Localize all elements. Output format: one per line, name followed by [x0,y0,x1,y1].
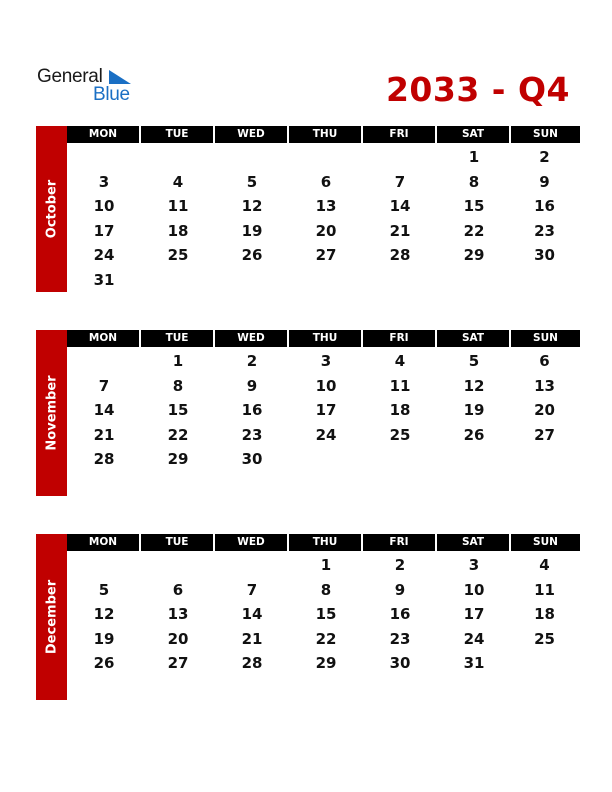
day-cell: 13 [315,197,337,215]
logo [37,66,147,108]
day-cell: 29 [463,246,485,264]
day-cell: 19 [463,401,485,419]
weekday-label: THU [289,126,361,143]
day-cell: 14 [241,605,263,623]
weekday-label: FRI [363,126,435,143]
day-cell: 24 [463,629,485,648]
month-tab [36,534,67,700]
weekday-label: WED [215,126,287,143]
week-row [67,578,578,603]
day-cell: 5 [468,352,480,370]
day-cell [511,651,578,676]
month-block [36,126,578,292]
day-cell: 12 [93,605,115,623]
day-cell [363,268,437,293]
day-cell: 31 [463,654,485,672]
day-cell: 11 [389,376,411,395]
weekday-label: TUE [141,330,213,347]
logo-text-general: General [37,66,103,87]
day-cell: 9 [539,172,550,191]
weekday-label: WED [215,534,287,551]
day-cell: 17 [463,605,485,623]
weekday-label: TUE [141,126,213,143]
day-cell: 19 [93,629,115,648]
day-cell: 26 [93,654,115,672]
day-cell: 14 [389,197,411,215]
day-grid [67,553,578,676]
day-cell: 27 [534,425,555,444]
day-cell: 31 [93,270,115,289]
day-cell: 20 [167,629,189,648]
week-row [67,423,578,448]
day-cell: 4 [394,352,406,370]
day-cell [141,268,215,293]
day-cell: 3 [320,352,332,370]
day-cell: 6 [539,352,550,370]
month-tab [36,330,67,496]
day-cell: 7 [394,172,406,191]
day-cell: 26 [463,425,485,444]
month-block [36,534,578,700]
day-cell: 30 [389,654,411,672]
day-cell: 1 [172,352,184,370]
day-cell: 22 [167,425,189,444]
day-cell: 3 [468,556,480,574]
day-grid [67,145,578,292]
day-cell: 28 [241,654,263,672]
weekday-label: SAT [437,126,509,143]
day-cell: 27 [167,654,189,672]
day-cell: 9 [394,580,406,599]
logo-text-blue: Blue [93,84,130,105]
week-row [67,374,578,399]
weekday-label: MON [67,126,139,143]
day-cell: 5 [246,172,258,191]
weekday-label: FRI [363,534,435,551]
day-cell [363,145,437,170]
day-cell [289,447,363,472]
day-cell: 28 [93,450,115,468]
day-cell: 24 [315,425,337,444]
day-cell: 6 [320,172,332,191]
day-cell: 15 [315,605,337,623]
week-row [67,349,578,374]
day-cell [437,268,511,293]
page-title: 2033 - Q4 [385,70,570,109]
week-row [67,651,578,676]
day-cell [363,447,437,472]
day-cell [141,553,215,578]
day-cell: 14 [93,401,115,419]
day-cell: 4 [172,172,184,191]
day-cell: 23 [534,221,555,240]
weekday-label: WED [215,330,287,347]
day-cell: 18 [389,401,411,419]
week-row [67,194,578,219]
day-cell: 21 [389,221,411,240]
day-cell: 25 [389,425,411,444]
day-cell: 7 [246,580,258,599]
day-cell: 18 [167,221,189,240]
day-cell: 24 [93,246,115,264]
weekday-label: TUE [141,534,213,551]
weekday-header [67,126,578,143]
day-cell [215,268,289,293]
day-cell: 28 [389,246,411,264]
weekday-label: THU [289,330,361,347]
day-cell: 18 [534,605,555,623]
week-row [67,170,578,195]
day-cell: 2 [394,556,406,574]
day-cell [141,145,215,170]
day-cell: 22 [463,221,485,240]
weekday-label: SUN [511,126,580,143]
day-cell: 1 [468,148,480,166]
day-cell [67,553,141,578]
weekday-label: SUN [511,534,580,551]
week-row [67,268,578,293]
day-cell: 30 [534,246,555,264]
weekday-label: SUN [511,330,580,347]
day-cell: 26 [241,246,263,264]
day-cell: 25 [534,629,555,648]
day-cell: 13 [534,376,555,395]
weekday-header [67,330,578,347]
day-cell: 8 [468,172,480,191]
day-cell [511,268,578,293]
day-cell: 11 [534,580,555,599]
day-cell: 27 [315,246,337,264]
day-cell: 5 [98,580,110,599]
week-row [67,145,578,170]
day-cell: 30 [241,450,263,468]
day-cell: 10 [315,376,337,395]
day-cell: 17 [93,221,115,240]
week-row [67,627,578,652]
day-cell: 10 [93,197,115,215]
month-name: October [44,179,59,239]
day-cell: 2 [539,148,550,166]
day-cell: 8 [172,376,184,395]
day-cell: 29 [315,654,337,672]
week-row [67,219,578,244]
week-row [67,553,578,578]
day-cell: 16 [389,605,411,623]
week-row [67,602,578,627]
day-cell [215,145,289,170]
day-cell: 20 [315,221,337,240]
day-cell: 3 [98,172,110,191]
day-cell: 23 [389,629,411,648]
month-block [36,330,578,496]
day-cell: 17 [315,401,337,419]
day-cell: 2 [246,352,258,370]
month-name: November [44,375,59,451]
day-cell: 29 [167,450,189,468]
month-name: December [44,579,59,655]
day-cell: 4 [539,556,550,574]
day-cell: 21 [93,425,115,444]
week-row [67,398,578,423]
day-cell: 25 [167,246,189,264]
weekday-header [67,534,578,551]
weekday-label: FRI [363,330,435,347]
day-cell: 12 [463,376,485,395]
day-cell: 15 [167,401,189,419]
day-cell [289,268,363,293]
month-tab [36,126,67,292]
day-cell: 20 [534,401,555,419]
day-cell [289,145,363,170]
day-cell: 9 [246,376,258,395]
day-cell: 1 [320,556,332,574]
day-cell: 15 [463,197,485,215]
day-cell [215,553,289,578]
day-cell: 23 [241,425,263,444]
day-cell: 21 [241,629,263,648]
day-cell: 8 [320,580,332,599]
day-cell: 12 [241,197,263,215]
day-cell: 7 [98,376,110,395]
day-cell: 11 [167,197,189,215]
day-cell [437,447,511,472]
weekday-label: MON [67,330,139,347]
day-cell: 16 [534,197,555,215]
day-cell [67,145,141,170]
day-cell: 10 [463,580,485,599]
week-row [67,447,578,472]
weekday-label: SAT [437,534,509,551]
day-cell: 13 [167,605,189,623]
weekday-label: THU [289,534,361,551]
weekday-label: MON [67,534,139,551]
day-cell: 6 [172,580,184,599]
day-cell: 16 [241,401,263,419]
day-grid [67,349,578,472]
day-cell [511,447,578,472]
day-cell [67,349,141,374]
weekday-label: SAT [437,330,509,347]
day-cell: 22 [315,629,337,648]
week-row [67,243,578,268]
day-cell: 19 [241,221,263,240]
